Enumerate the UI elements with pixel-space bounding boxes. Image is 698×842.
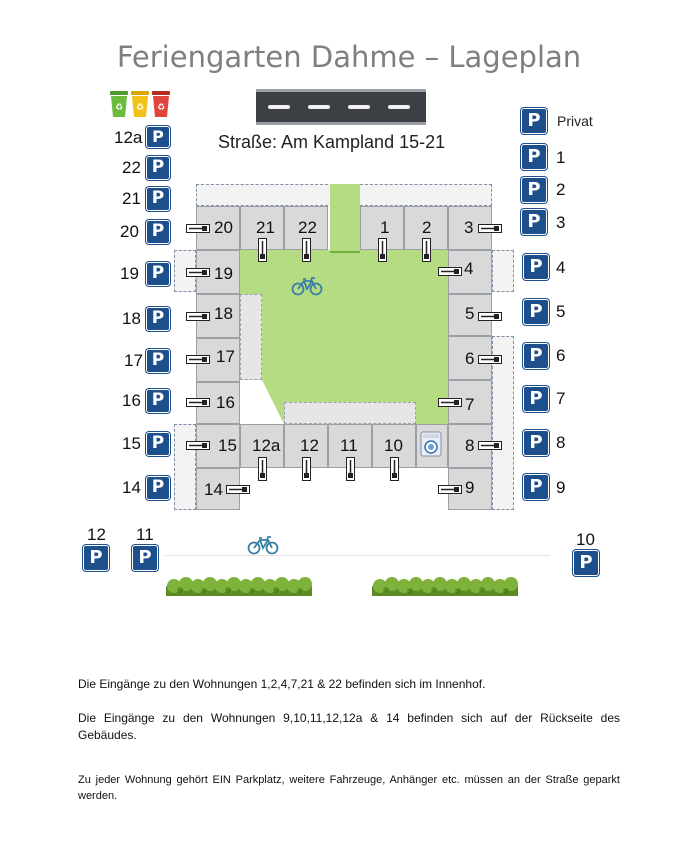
unit-label: 6: [465, 349, 475, 368]
private-parking-label: Privat: [557, 113, 593, 129]
parking-label: 22: [122, 158, 141, 177]
unit-label: 8: [465, 436, 475, 455]
door-icon: [302, 238, 311, 262]
parking-sign-icon: P: [146, 432, 170, 456]
parking-sign-icon: P: [521, 108, 547, 134]
parking-label: 19: [120, 264, 139, 283]
unit-label: 10: [384, 436, 403, 455]
parking-sign-icon: P: [146, 349, 170, 373]
bicycle-icon: [291, 276, 323, 296]
unit-label: 17: [216, 347, 235, 366]
parking-label: 9: [556, 478, 566, 497]
outdoor-area: [492, 250, 514, 292]
parking-label: 17: [124, 351, 143, 370]
parking-sign-icon: P: [523, 430, 549, 456]
parking-label: 3: [556, 213, 566, 232]
svg-text:♻: ♻: [156, 103, 166, 113]
unit-label: 7: [465, 395, 475, 414]
door-icon: [186, 355, 210, 364]
note-courtyard-entrances: Die Eingänge zu den Wohnungen 1,2,4,7,21 & 22 befinden sich im Innenhof.: [78, 677, 486, 691]
door-icon: [226, 485, 250, 494]
parking-label: 1: [556, 148, 566, 167]
note-parking-rule: Zu jeder Wohnung gehört EIN Parkplatz, weitere Fahrzeuge, Anhänger etc. müssen an der Straße geparkt werden.: [78, 774, 620, 802]
door-icon: [186, 224, 210, 233]
unit-label: 12: [300, 436, 319, 455]
unit-label: 20: [214, 218, 233, 237]
unit-label: 18: [214, 304, 233, 323]
door-icon: [186, 398, 210, 407]
parking-label: 7: [556, 389, 566, 408]
unit-label: 1: [380, 218, 390, 237]
unit-label: 12a: [252, 436, 281, 455]
parking-label: 5: [556, 302, 566, 321]
parking-sign-icon: P: [146, 476, 170, 500]
door-icon: [478, 312, 502, 321]
parking-label: 4: [556, 258, 566, 277]
bicycle-icon: [247, 535, 279, 555]
parking-label: 10: [576, 530, 595, 549]
waste-bins-icon: [108, 89, 174, 119]
parking-sign-icon: P: [132, 545, 158, 571]
door-icon: [346, 457, 355, 481]
door-icon: [478, 224, 502, 233]
hedge-icon: [166, 576, 312, 596]
unit-label: 21: [256, 218, 275, 237]
unit-label: 3: [464, 218, 474, 237]
parking-sign-icon: P: [146, 389, 170, 413]
parking-sign-icon: P: [523, 386, 549, 412]
unit-label: 4: [464, 259, 474, 278]
door-icon: [186, 441, 210, 450]
door-icon: [186, 312, 210, 321]
door-icon: [186, 268, 210, 277]
door-icon: [438, 267, 462, 276]
unit-label: 22: [298, 218, 317, 237]
note-rear-entrances: Die Eingänge zu den Wohnungen 9,10,11,12,12a & 14 befinden sich auf der Rückseite des Gebäudes.: [78, 711, 620, 742]
unit-label: 15: [218, 436, 237, 455]
unit-label: 2: [422, 218, 432, 237]
door-icon: [378, 238, 387, 262]
parking-label: 20: [120, 222, 139, 241]
parking-label: 12a: [114, 128, 143, 147]
parking-label: 8: [556, 433, 566, 452]
parking-sign-icon: P: [83, 545, 109, 571]
door-icon: [438, 398, 462, 407]
parking-sign-icon: P: [521, 177, 547, 203]
parking-label: 12: [87, 525, 106, 544]
washing-machine-icon: [420, 431, 442, 457]
svg-text:♻: ♻: [114, 103, 124, 113]
hedge-icon: [372, 576, 518, 596]
unit-label: 14: [204, 480, 223, 499]
unit-label: 11: [340, 436, 358, 455]
door-icon: [258, 457, 267, 481]
parking-sign-icon: P: [146, 307, 170, 331]
parking-label: 6: [556, 346, 566, 365]
parking-sign-icon: P: [521, 144, 547, 170]
parking-sign-icon: P: [523, 299, 549, 325]
svg-text:♻: ♻: [135, 103, 145, 113]
door-icon: [390, 457, 399, 481]
parking-sign-icon: P: [146, 187, 170, 211]
parking-label: 16: [122, 391, 141, 410]
door-icon: [438, 485, 462, 494]
parking-label: 14: [122, 478, 141, 497]
page-title: Feriengarten Dahme – Lageplan: [116, 40, 582, 74]
parking-sign-icon: P: [521, 209, 547, 235]
road-icon: [256, 89, 426, 125]
parking-label: 2: [556, 180, 566, 199]
door-icon: [422, 238, 431, 262]
outdoor-area: [174, 424, 196, 510]
parking-sign-icon: P: [523, 474, 549, 500]
unit-label: 5: [465, 304, 475, 323]
parking-sign-icon: P: [523, 343, 549, 369]
parking-label: 15: [122, 434, 141, 453]
path-line: [165, 555, 550, 556]
parking-sign-icon: P: [146, 156, 170, 180]
unit-label: 16: [216, 393, 235, 412]
street-label: Straße: Am Kampland 15-21: [218, 132, 446, 152]
unit-label: 9: [465, 478, 475, 497]
parking-label: 11: [136, 525, 154, 544]
parking-sign-icon: P: [523, 254, 549, 280]
parking-sign-icon: P: [573, 550, 599, 576]
parking-sign-icon: P: [146, 220, 170, 244]
door-icon: [258, 238, 267, 262]
door-icon: [478, 441, 502, 450]
parking-label: 18: [122, 309, 141, 328]
parking-label: 21: [122, 189, 141, 208]
door-icon: [478, 355, 502, 364]
parking-sign-icon: P: [146, 262, 170, 286]
door-icon: [302, 457, 311, 481]
parking-sign-icon: P: [146, 126, 170, 148]
unit-label: 19: [214, 264, 233, 283]
